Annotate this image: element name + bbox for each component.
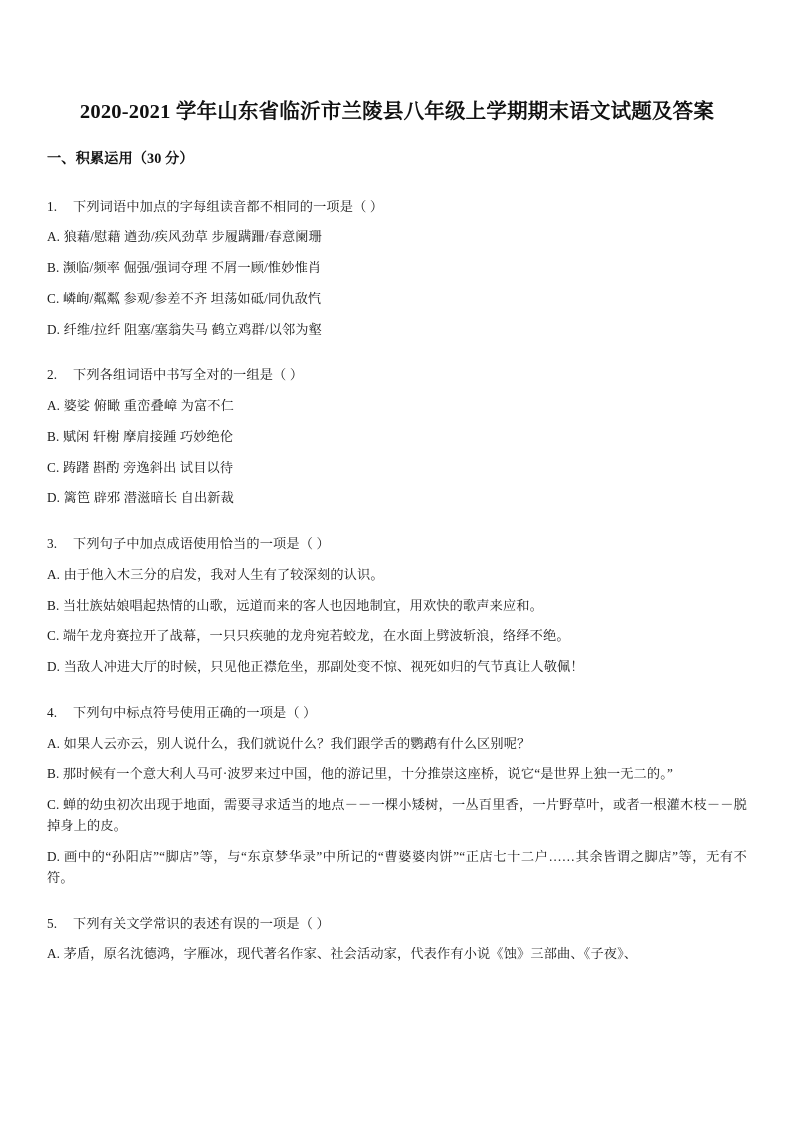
question-text: 下列句子中加点成语使用恰当的一项是（ ）	[73, 536, 330, 552]
question-text: 下列有关文学常识的表述有误的一项是（ ）	[73, 915, 330, 931]
question-number: 2.	[47, 367, 58, 383]
option-a: A. 茅盾，原名沈德鸿，字雁冰，现代著名作家、社会活动家，代表作有小说《蚀》三部曲、《子夜》、	[47, 946, 638, 962]
question-stem	[47, 914, 747, 934]
option-a: A. 狼藉/慰藉 遒劲/疾风劲草 步履蹒跚/春意阑珊	[47, 228, 322, 244]
question-block	[47, 703, 747, 889]
page-content	[47, 0, 747, 965]
option-c: C. 端午龙舟赛拉开了战幕，一只只疾驰的龙舟宛若蛟龙，在水面上劈波斩浪，络绎不绝。	[47, 628, 570, 644]
option-c: C. 踌躇 斟酌 旁逸斜出 试目以待	[47, 459, 234, 475]
option-a: A. 婆娑 俯瞰 重峦叠嶂 为富不仁	[47, 397, 234, 413]
option-d: D. 篱笆 辟邪 潜滋暗长 自出新裁	[47, 490, 234, 506]
option-a: A. 由于他入木三分的启发，我对人生有了较深刻的认识。	[47, 566, 384, 582]
question-number: 4.	[47, 705, 58, 721]
question-text: 下列句中标点符号使用正确的一项是（ ）	[73, 705, 317, 721]
option-b: B. 那时候有一个意大利人马可·波罗来过中国，他的游记里，十分推崇这座桥，说它“是世界上独一无二的。”	[47, 766, 673, 782]
question-text: 下列各组词语中书写全对的一组是（ ）	[73, 367, 304, 383]
option-c: C. 嶙峋/粼粼 参观/参差不齐 坦荡如砥/同仇敌忾	[47, 290, 322, 306]
page-title: 2020-2021 学年山东省临沂市兰陵县八年级上学期期末语文试题及答案	[79, 101, 715, 123]
option-b: B. 濒临/频率 倔强/强词夺理 不屑一顾/惟妙惟肖	[47, 259, 322, 275]
question-number: 5.	[47, 915, 58, 931]
option-d: D. 当敌人冲进大厅的时候，只见他正襟危坐，那副处变不惊、视死如归的气节真让人敬佩！	[47, 659, 584, 675]
question-number: 1.	[47, 198, 58, 214]
question-block	[47, 914, 747, 965]
option-c: C. 蝉的幼虫初次出现于地面，需要寻求适当的地点－－一棵小矮树，一丛百里香，一片野草叶，或者一根灌木枝－－脱掉身上的皮。	[47, 797, 747, 834]
question-stem	[47, 197, 747, 217]
question-text: 下列词语中加点的字每组读音都不相同的一项是（ ）	[73, 198, 384, 214]
option-d: D. 纤维/拉纤 阻塞/塞翁失马 鹤立鸡群/以邻为壑	[47, 321, 322, 337]
question-stem	[47, 703, 747, 723]
option-a: A. 如果人云亦云，别人说什么，我们就说什么？我们跟学舌的鹦鹉有什么区别呢？	[47, 735, 531, 751]
question-stem	[47, 365, 747, 385]
question-block	[47, 365, 747, 509]
question-block	[47, 534, 747, 678]
question-stem	[47, 534, 747, 554]
question-block	[47, 197, 747, 341]
option-b: B. 当壮族姑娘唱起热情的山歌，远道而来的客人也因地制宜，用欢快的歌声来应和。	[47, 597, 543, 613]
option-d: D. 画中的“孙阳店”“脚店”等，与“东京梦华录”中所记的“曹婆婆肉饼”“正店七十二户……其余皆谓之脚店”等，无有不符。	[47, 849, 747, 885]
section-heading: 一、积累运用（30 分）	[47, 151, 194, 168]
question-number: 3.	[47, 536, 58, 552]
option-b: B. 赋闲 轩榭 摩肩接踵 巧妙绝伦	[47, 428, 234, 444]
